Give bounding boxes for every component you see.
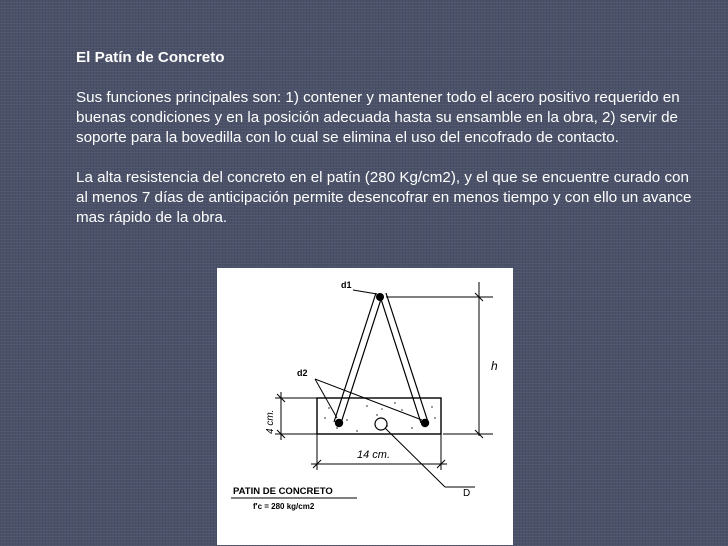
- caption-spec: f'c = 280 kg/cm2: [253, 502, 315, 511]
- label-d2: d2: [297, 368, 308, 378]
- label-h: h: [491, 359, 498, 373]
- slide-text-block: [76, 48, 696, 248]
- caption-title: PATIN DE CONCRETO: [233, 486, 333, 497]
- label-d: D: [463, 488, 471, 499]
- rebar-d2-left: [335, 419, 343, 427]
- rebar-d1: [376, 293, 384, 301]
- label-width-14cm: 14 cm.: [357, 449, 391, 461]
- rebar-d2-right: [421, 419, 429, 427]
- figure-caption: [231, 486, 357, 511]
- label-height-4cm: 4 cm.: [265, 409, 276, 434]
- paragraph-functions: Sus funciones principales son: 1) contener y mantener todo el acero positivo requerido en buenas condiciones y en la posición adecuada hasta su ensamble en la obra, 2) servir de soporte para la bovedilla con lo cual se elimina el uso del encofrado de contacto.: [76, 89, 680, 146]
- diagram-canvas: [217, 268, 513, 545]
- concrete-flange-diagram: [217, 268, 513, 545]
- dimension-height-4cm: [275, 392, 317, 440]
- slide-title: El Patín de Concreto: [76, 49, 225, 66]
- label-d1: d1: [341, 280, 352, 290]
- paragraph-resistance: La alta resistencia del concreto en el patín (280 Kg/cm2), y el que se encuentre curado con al menos 7 días de anticipación permite desencofrar en menos tiempo y con ello un avance mas rápido de la obra.: [76, 169, 692, 226]
